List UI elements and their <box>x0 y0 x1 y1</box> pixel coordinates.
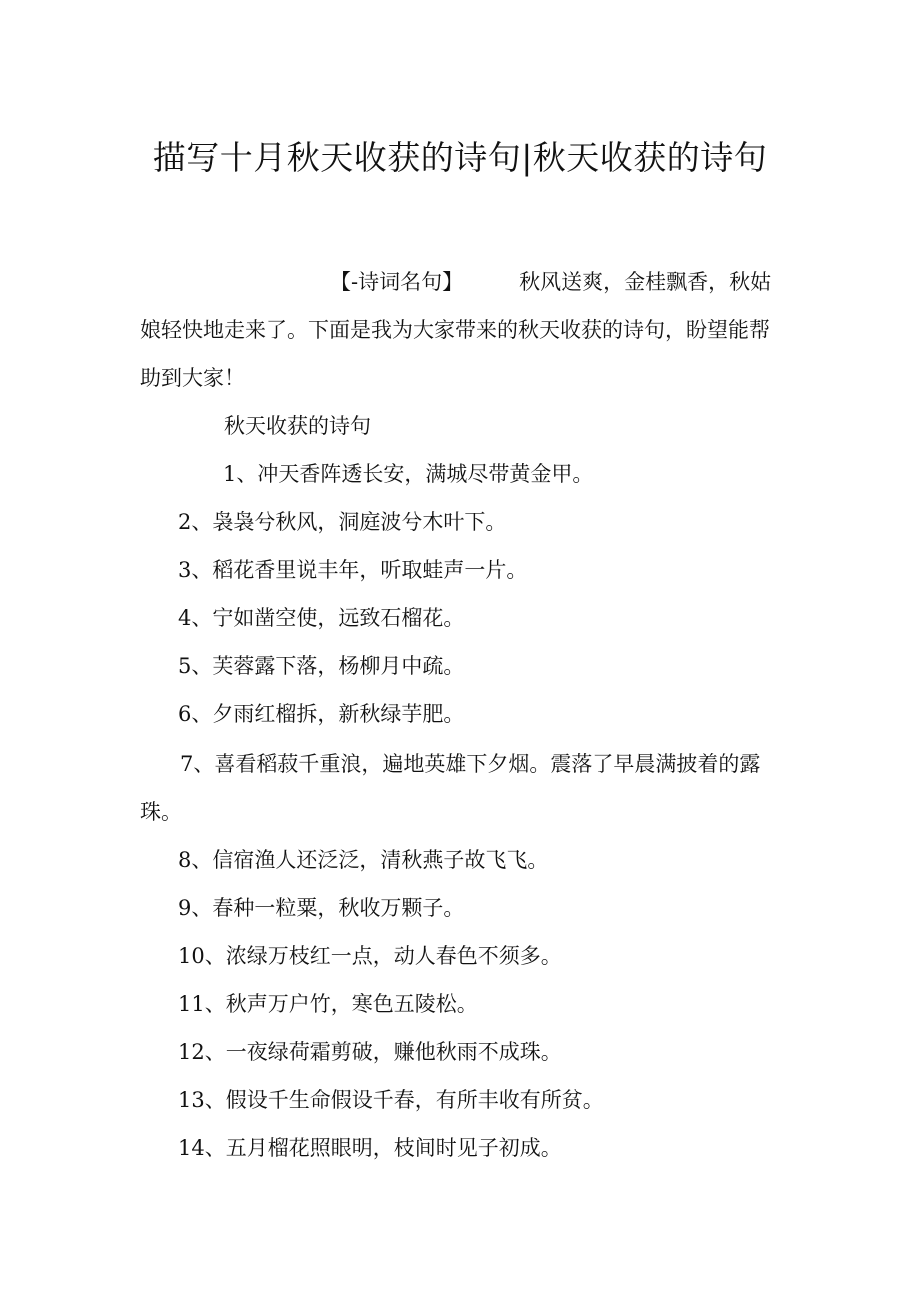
poem-line: 2、袅袅兮秋风，洞庭波兮木叶下。 <box>178 510 507 534</box>
poem-line: 3、稻花香里说丰年，听取蛙声一片。 <box>178 558 528 582</box>
intro-first-line <box>140 258 790 306</box>
section-subheading: 秋天收获的诗句 <box>224 414 371 438</box>
poem-line: 11、秋声万户竹，寒色五陵松。 <box>178 992 478 1016</box>
page-title: 描写十月秋天收获的诗句|秋天收获的诗句 <box>152 138 768 177</box>
poem-line: 4、宁如凿空使，远致石榴花。 <box>178 606 465 630</box>
intro-lead: 秋风送爽，金桂飘香，秋姑 <box>519 270 772 294</box>
poem-line: 6、夕雨红榴拆，新秋绿芋肥。 <box>178 702 465 726</box>
poem-line: 8、信宿渔人还泛泛，清秋燕子故飞飞。 <box>178 848 549 872</box>
poem-line: 14、五月榴花照眼明，枝间时见子初成。 <box>178 1136 562 1160</box>
intro-tag: 【-诗词名句】 <box>330 270 464 294</box>
poem-line: 5、芙蓉露下落，杨柳月中疏。 <box>178 654 465 678</box>
poem-line: 13、假设千生命假设千春，有所丰收有所贫。 <box>178 1088 604 1112</box>
intro-paragraph <box>140 258 790 402</box>
poem-line: 10、浓绿万枝红一点，动人春色不须多。 <box>178 944 562 968</box>
intro-rest: 娘轻快地走来了。下面是我为大家带来的秋天收获的诗句，盼望能帮助到大家！ <box>140 318 770 390</box>
poem-line: 9、春种一粒粟，秋收万颗子。 <box>178 896 465 920</box>
poem-line: 1、冲天香阵透长安，满城尽带黄金甲。 <box>223 462 594 486</box>
poem-line: 12、一夜绿荷霜剪破，赚他秋雨不成珠。 <box>178 1040 562 1064</box>
poem-line-wrapped: 7、喜看稻菽千重浪，遍地英雄下夕烟。震落了早晨满披着的露珠。 <box>140 752 761 824</box>
